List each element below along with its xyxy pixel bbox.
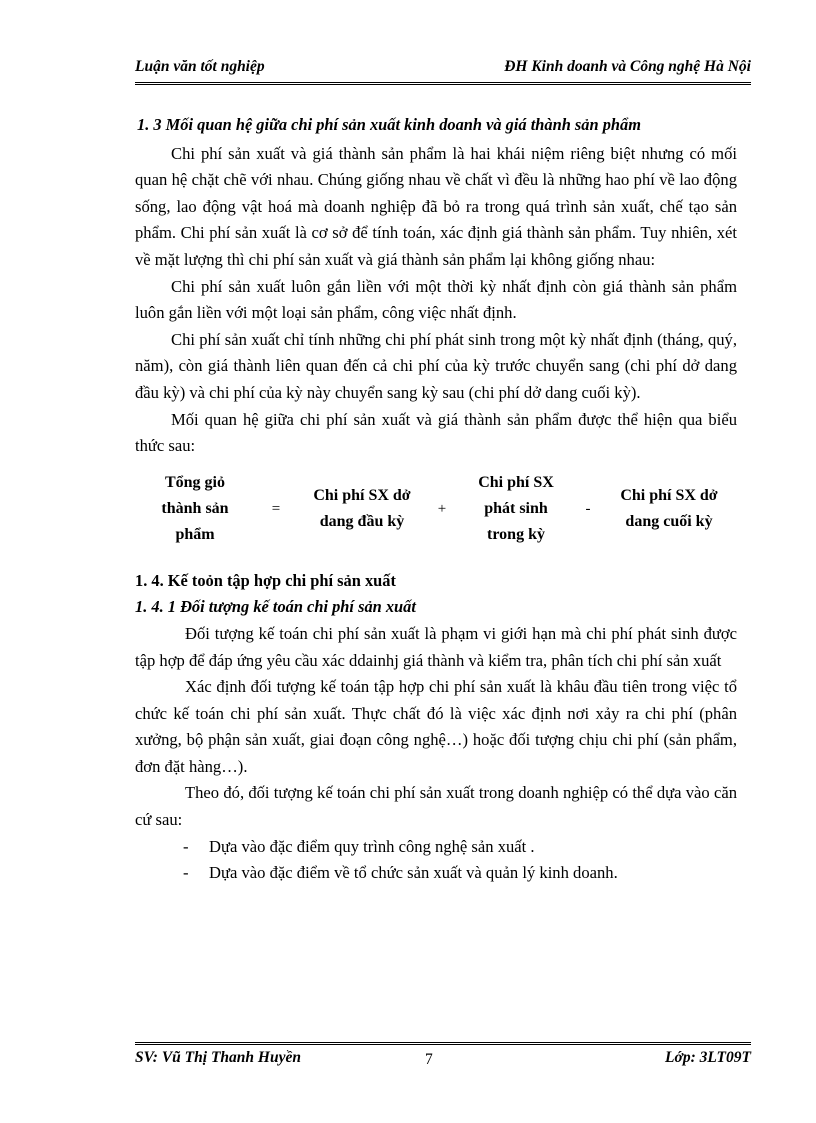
- list-item-dash: -: [183, 836, 189, 856]
- section-13-title: 1. 3 Mối quan hệ giữa chi phí sản xuất kinh doanh và giá thành sản phẩm: [137, 115, 641, 134]
- formula-closing-wip: Chi phí SX dở dang cuối kỳ: [620, 486, 718, 530]
- formula-plus-sign: +: [437, 500, 447, 517]
- list-item: [135, 860, 737, 887]
- formula-equals-sign: =: [271, 500, 281, 517]
- page-header: [135, 56, 751, 85]
- section-141-paragraph-3: Theo đó, đối tượng kế toán chi phí sản xuất trong doanh nghiệp có thể dựa vào căn cứ sau:: [135, 783, 737, 830]
- formula-total-cost: Tổng giỏ thành sản phẩm: [161, 473, 229, 543]
- header-left-text: Luận văn tốt nghiệp: [135, 58, 265, 75]
- header-right-text: ĐH Kinh doanh và Công nghệ Hà Nội: [504, 58, 751, 75]
- list-item: [135, 834, 737, 861]
- footer-page-number: 7: [425, 1051, 433, 1068]
- formula-minus-sign: -: [585, 500, 591, 517]
- section-13-paragraph-1: Chi phí sản xuất và giá thành sản phẩm là hai khái niệm riêng biệt nhưng có mối quan hệ chặt chẽ với nhau. Chúng giống nhau về chất vì đều là những hao phí về lao động sống, lao động vật hoá mà doanh nghiệp đã bỏ ra trong quá trình sản xuất, chế tạo sản phẩm. Chi phí sản xuất là cơ sở để tính toán, xác định giá thành sản phẩm. Tuy nhiên, xét về mặt lượng thì chi phí sản xuất và giá thành sản phẩm lại không giống nhau:: [135, 143, 737, 269]
- section-141-paragraph-1: Đối tượng kế toán chi phí sản xuất là phạm vi giới hạn mà chi phí phát sinh được tập hợp để đáp ứng yêu cầu xác ddainhj giá thành và kiểm tra, phân tích chi phí sản xuất: [135, 623, 737, 670]
- section-13-paragraph-4: Mối quan hệ giữa chi phí sản xuất và giá thành sản phẩm được thể hiện qua biểu thức sau:: [135, 409, 737, 456]
- footer-class: Lớp: 3LT09T: [665, 1049, 751, 1066]
- formula-period-cost: Chi phí SX phát sinh trong kỳ: [478, 473, 554, 543]
- formula-opening-wip: Chi phí SX dở dang đầu kỳ: [313, 486, 411, 530]
- section-141-paragraph-2: Xác định đối tượng kế toán tập hợp chi phí sản xuất là khâu đầu tiên trong việc tổ chức kế toán chi phí sản xuất. Thực chất đó là việc xác định nơi xảy ra chi phí (phân xưởng, bộ phận sản xuất, giai đoạn công nghệ…) hoặc đối tượng chịu chi phí (sản phẩm, đơn đặt hàng…).: [135, 677, 737, 776]
- section-13-paragraph-3: Chi phí sản xuất chỉ tính những chi phí phát sinh trong một kỳ nhất định (tháng, quý, năm), còn giá thành liên quan đến cả chi phí của kỳ trước chuyển sang (chi phí dở dang đầu kỳ) và chi phí của kỳ này chuyển sang kỳ sau (chi phí dở dang cuối kỳ).: [135, 329, 737, 402]
- section-13-paragraph-2: Chi phí sản xuất luôn gắn liền với một thời kỳ nhất định còn giá thành sản phẩm luôn gắn liền với một loại sản phẩm, công việc nhất định.: [135, 276, 737, 323]
- footer-student-name: SV: Vũ Thị Thanh Huyền: [135, 1049, 301, 1066]
- section-141-title: 1. 4. 1 Đối tượng kế toán chi phí sản xuất: [135, 597, 416, 617]
- list-item-text: Dựa vào đặc điểm về tổ chức sản xuất và quản lý kinh doanh.: [209, 863, 618, 883]
- section-14-title: 1. 4. Kế toỏn tập hợp chi phí sản xuất: [135, 570, 396, 590]
- page-footer: [135, 1042, 751, 1069]
- list-item-text: Dựa vào đặc điểm quy trình công nghệ sản xuất .: [209, 836, 535, 856]
- cost-formula: [135, 468, 737, 550]
- page-content: [135, 112, 737, 887]
- list-item-dash: -: [183, 863, 189, 883]
